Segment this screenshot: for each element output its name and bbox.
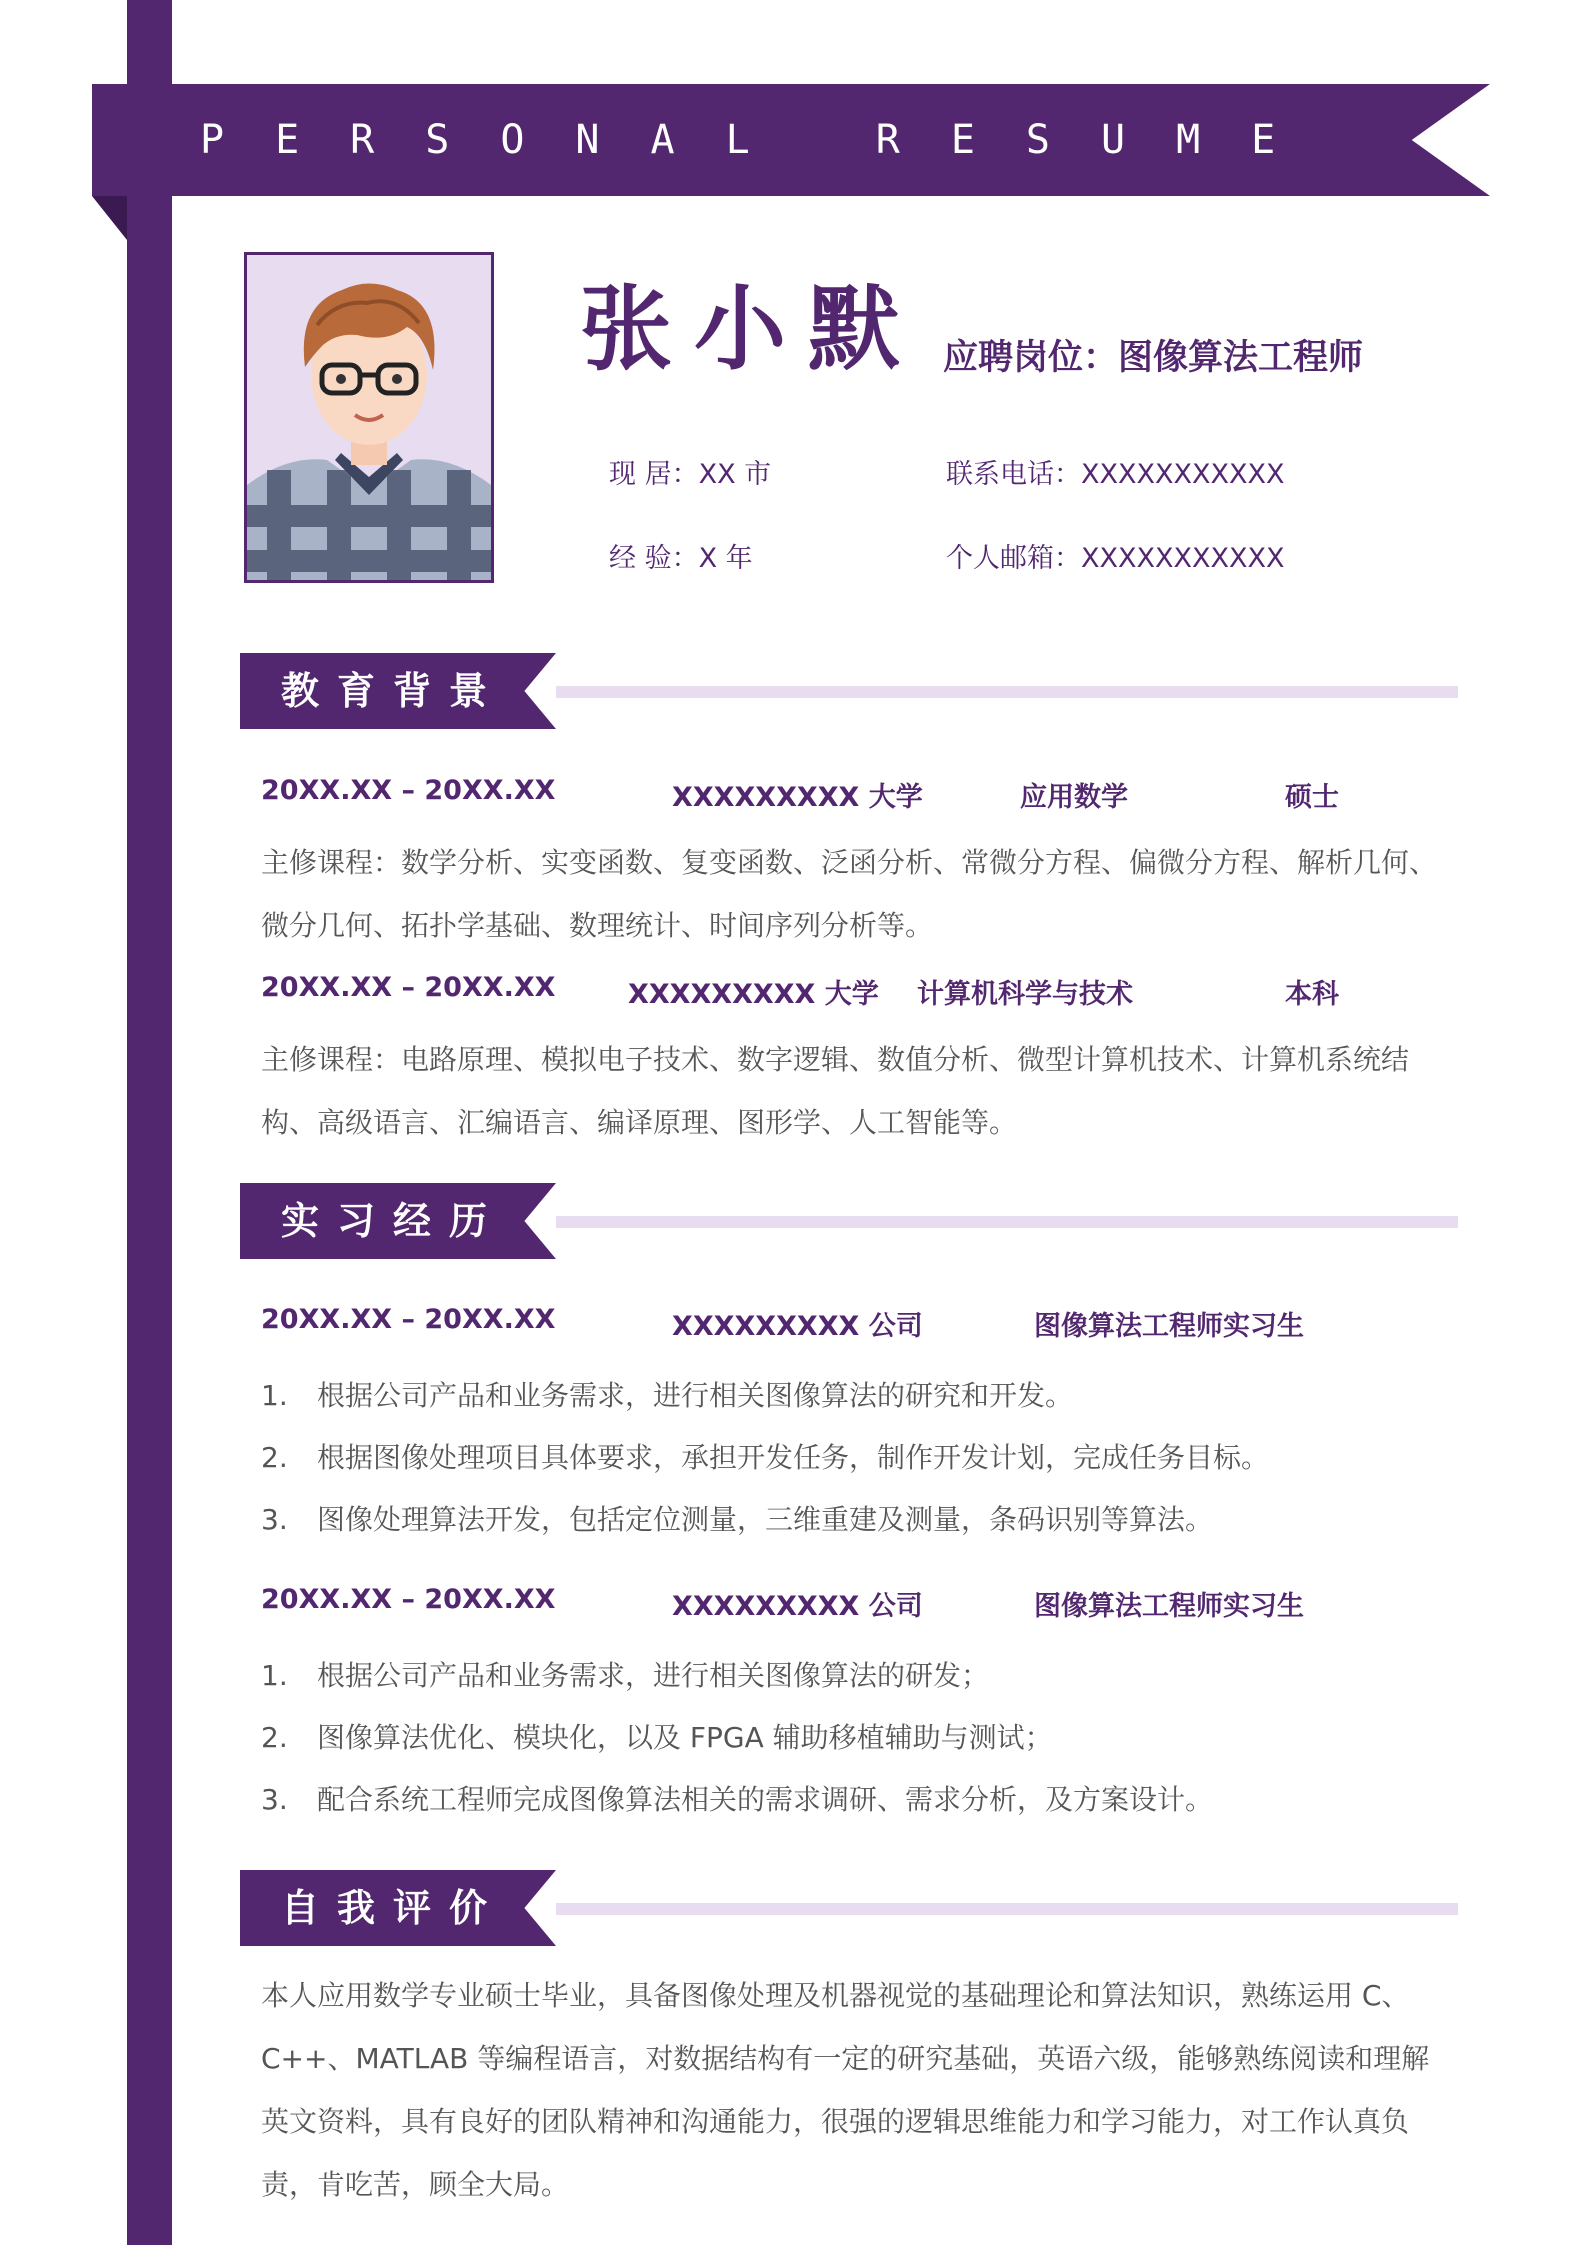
edu-period: 20XX.XX – 20XX.XX (261, 775, 556, 806)
experience-info: 经 验：X 年 (609, 543, 753, 574)
self-eval-title: 自我评价 (281, 1886, 506, 1930)
list-item (261, 1374, 1073, 1414)
list-text: 图像算法优化、模块化，以及 FPGA 辅助移植辅助与测试； (317, 1721, 1053, 1754)
list-text: 图像处理算法开发，包括定位测量，三维重建及测量，条码识别等算法。 (317, 1503, 1214, 1536)
section-divider (556, 1216, 1458, 1228)
intern-role: 图像算法工程师实习生 (1034, 1591, 1304, 1622)
avatar-illustration (247, 255, 491, 580)
residence-info: 现 居：XX 市 (609, 459, 772, 490)
list-item (261, 1716, 1053, 1756)
list-number: 3. (261, 1503, 288, 1536)
email-info: 个人邮箱：XXXXXXXXXXX (946, 543, 1285, 574)
edu-degree: 本科 (1285, 979, 1339, 1010)
banner-title: PERSONAL RESUME (200, 117, 1327, 163)
edu-courses: 主修课程：电路原理、模拟电子技术、数字逻辑、数值分析、微型计算机技术、计算机系统结构、高级语言、汇编语言、编译原理、图形学、人工智能等。 (261, 1043, 1410, 1139)
education-section-header (240, 653, 556, 729)
intern-period: 20XX.XX – 20XX.XX (261, 1304, 556, 1335)
list-number: 3. (261, 1783, 288, 1816)
internship-section-header (240, 1183, 556, 1259)
sidebar-bar (127, 0, 172, 2245)
list-number: 1. (261, 1659, 288, 1692)
edu-period: 20XX.XX – 20XX.XX (261, 972, 556, 1003)
list-text: 配合系统工程师完成图像算法相关的需求调研、需求分析，及方案设计。 (317, 1783, 1214, 1816)
list-number: 2. (261, 1441, 288, 1474)
applied-position: 应聘岗位：图像算法工程师 (943, 338, 1364, 378)
edu-courses: 主修课程：数学分析、实变函数、复变函数、泛函分析、常微分方程、偏微分方程、解析几何、微分几何、拓扑学基础、数理统计、时间序列分析等。 (261, 846, 1438, 942)
edu-school: XXXXXXXXX 大学 (672, 782, 923, 813)
list-item (261, 1654, 989, 1694)
list-text: 根据公司产品和业务需求，进行相关图像算法的研究和开发。 (317, 1379, 1074, 1412)
self-eval-section-header (240, 1870, 556, 1946)
internship-title: 实习经历 (281, 1199, 506, 1243)
avatar (244, 252, 494, 583)
edu-major: 计算机科学与技术 (917, 979, 1133, 1010)
banner-fold (92, 196, 127, 240)
list-text: 根据图像处理项目具体要求，承担开发任务，制作开发计划，完成任务目标。 (317, 1441, 1270, 1474)
intern-role: 图像算法工程师实习生 (1034, 1311, 1304, 1342)
list-text: 根据公司产品和业务需求，进行相关图像算法的研发； (317, 1659, 990, 1692)
section-divider (556, 686, 1458, 698)
self-eval-text: 本人应用数学专业硕士毕业，具备图像处理及机器视觉的基础理论和算法知识，熟练运用 C、C++、MATLAB 等编程语言，对数据结构有一定的研究基础，英语六级，能够熟练阅读和理解英文资料，具有良好的团队精神和沟通能力，很强的逻辑思维能力和学习能力，对工作认真负责，肯吃苦，顾全大局。 (261, 1979, 1430, 2201)
intern-company: XXXXXXXXX 公司 (672, 1311, 923, 1342)
list-number: 2. (261, 1721, 288, 1754)
education-title: 教育背景 (281, 669, 506, 713)
intern-company: XXXXXXXXX 公司 (672, 1591, 923, 1622)
intern-period: 20XX.XX – 20XX.XX (261, 1584, 556, 1615)
list-item (261, 1436, 1269, 1476)
list-number: 1. (261, 1379, 288, 1412)
phone-info: 联系电话：XXXXXXXXXXX (946, 459, 1285, 490)
list-item (261, 1778, 1213, 1818)
list-item (261, 1498, 1213, 1538)
section-divider (556, 1903, 1458, 1915)
edu-school: XXXXXXXXX 大学 (628, 979, 879, 1010)
edu-major: 应用数学 (1020, 782, 1128, 813)
candidate-name: 张小默 (580, 275, 923, 383)
edu-degree: 硕士 (1285, 782, 1339, 813)
